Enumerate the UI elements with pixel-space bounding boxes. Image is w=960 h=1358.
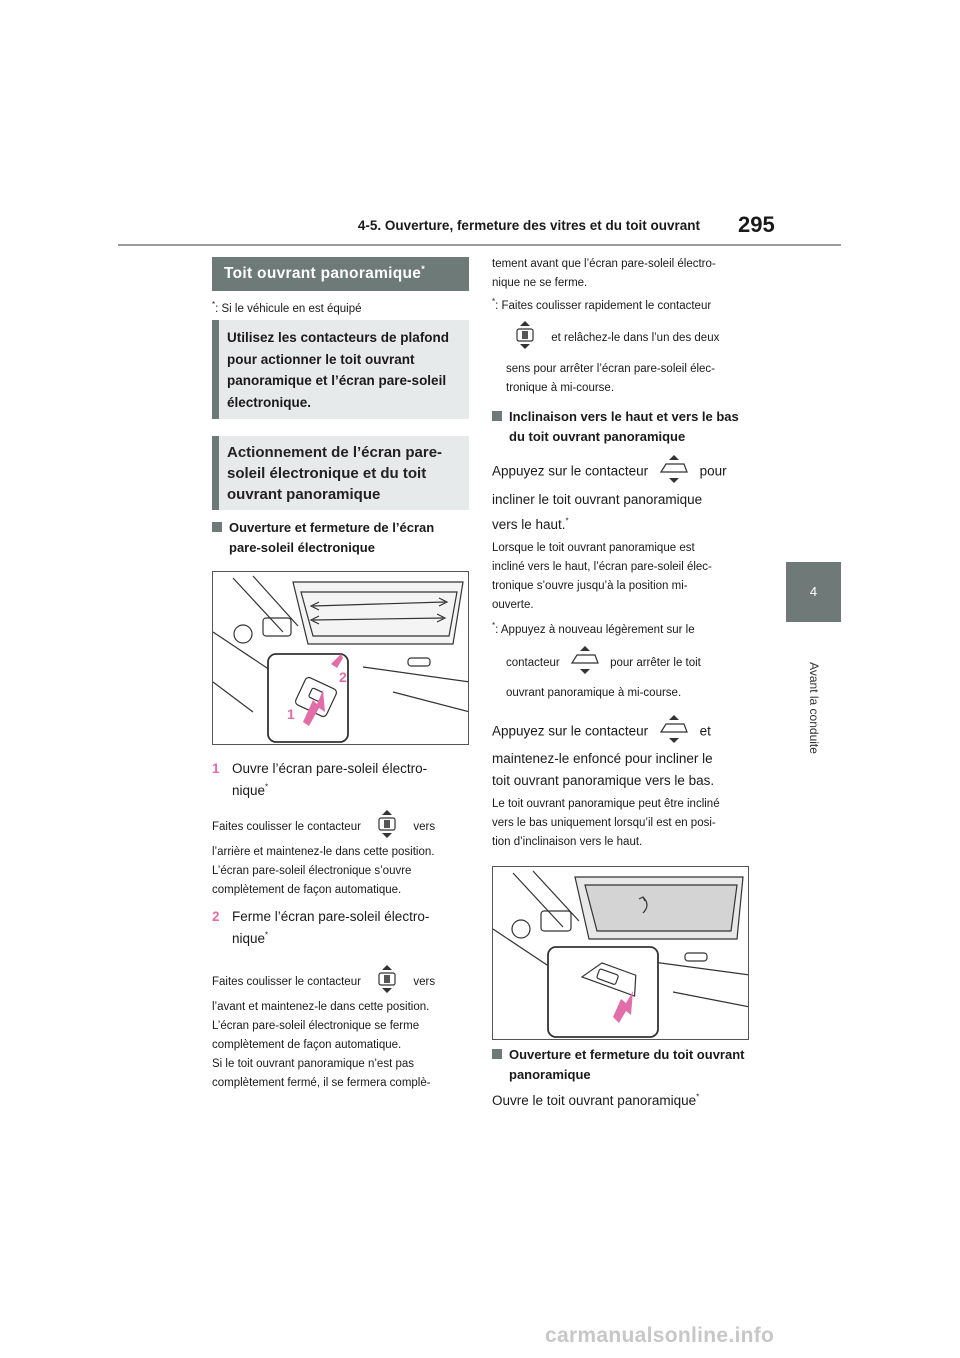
asterisk: * (492, 297, 496, 307)
step-1-desc-e: complètement de façon automatique. (212, 884, 402, 896)
intro-box: Utilisez les contacteurs de plafond pour actionner le toit ouvrant panoramique et l’écran pare-soleil électronique. (212, 320, 469, 419)
step-2-text: Ferme l’écran pare-soleil électro- (232, 909, 430, 924)
figure1-callout-2: 2 (339, 669, 347, 685)
p2-small-c: tion d’inclinaison vers le haut. (492, 836, 643, 848)
asterisk: * (492, 621, 496, 631)
step-2-desc-a: Faites coulisser le contacteur (212, 976, 361, 989)
tilt-switch-icon (656, 714, 692, 744)
step-1-desc-b: vers (413, 821, 436, 834)
step-1-desc-line1 (212, 815, 469, 839)
step-1-text-b: nique (232, 783, 266, 798)
watermark: carmanualsonline.info (545, 1324, 775, 1347)
asterisk: * (696, 1092, 700, 1102)
block-heading-tilt (492, 407, 752, 447)
chapter-label-text: Avant la conduite (806, 662, 821, 754)
square-bullet-icon (212, 522, 222, 532)
tilt-up-line1 (492, 460, 752, 484)
step-2-desc-line1 (212, 970, 469, 994)
p2-a: Appuyez sur le contacteur (492, 723, 649, 739)
note-2-c: pour arrêter le toit (610, 657, 701, 670)
note-1-a: : Faites coulisser rapidement le contacteur (495, 300, 712, 312)
note-1-d: tronique à mi-course. (506, 382, 615, 394)
step-1-number: 1 (212, 761, 220, 776)
tilt-illustration (493, 867, 749, 1040)
chapter-tab: 4 (786, 562, 841, 622)
slide-switch-icon (368, 964, 406, 994)
p2-c: maintenez-le enfoncé pour incliner le (492, 751, 713, 766)
square-bullet-icon (492, 411, 502, 421)
block-heading-shade (212, 518, 469, 558)
p2-small-b: vers le bas uniquement lorsqu’il est en posi- (492, 817, 716, 829)
figure1-callout-1: 1 (287, 706, 295, 722)
note-2-line2 (506, 651, 756, 675)
step-1-text: Ouvre l’écran pare-soleil électro- (232, 761, 428, 776)
section-heading (212, 257, 469, 291)
p1-small-b: incliné vers le haut, l’écran pare-soleil élec- (492, 561, 712, 573)
step-1-text-line2 (212, 780, 469, 802)
step-2-text-b: nique (232, 931, 266, 946)
figure-sunshade-switch (212, 571, 469, 745)
cont-b: nique ne se ferme. (492, 277, 588, 289)
tilt-switch-icon (567, 645, 603, 675)
note-1-c: sens pour arrêter l’écran pare-soleil élec- (506, 363, 716, 375)
step-2-desc-e: complètement de façon automatique. (212, 1039, 402, 1051)
slide-switch-icon (506, 320, 544, 350)
header-rule (118, 244, 841, 246)
chapter-tab-label (786, 628, 841, 788)
step-2-desc-c: l’avant et maintenez-le dans cette position. (212, 1001, 430, 1013)
note-2-line1 (492, 621, 752, 640)
continued-text (492, 255, 752, 293)
slide-switch-icon (368, 809, 406, 839)
p1-b: pour (699, 463, 727, 479)
p1-a: Appuyez sur le contacteur (492, 463, 649, 479)
step-2-desc-f: Si le toit ouvrant panoramique n’est pas (212, 1058, 415, 1070)
block3-heading-text: Ouverture et fermeture du toit ouvrant panoramique (509, 1047, 745, 1082)
p2-b: et (699, 723, 711, 739)
p1-small-c: tronique s’ouvre jusqu’à la position mi- (492, 580, 688, 592)
block2-heading-text: Inclinaison vers le haut et vers le bas du toit ouvrant panoramique (509, 409, 739, 444)
note-1-line2 (506, 326, 756, 350)
footnote-text: : Si le véhicule en est équipé (215, 303, 362, 315)
tilt-up-note (492, 539, 752, 615)
note-2-b: contacteur (506, 657, 560, 670)
asterisk: * (421, 263, 426, 274)
p2-small-a: Le toit ouvrant panoramique peut être incliné (492, 798, 720, 810)
running-header: 4-5. Ouverture, fermeture des vitres et du toit ouvrant (357, 218, 700, 233)
p1-small-a: Lorsque le toit ouvrant panoramique est (492, 542, 695, 554)
open-text (492, 1090, 752, 1112)
asterisk: * (265, 930, 269, 940)
step-2-number: 2 (212, 909, 220, 924)
square-bullet-icon (492, 1049, 502, 1059)
tilt-down-note (492, 795, 752, 852)
note-1-b: et relâchez-le dans l’un des deux (551, 332, 720, 345)
step-1-desc-a: Faites coulisser le contacteur (212, 821, 361, 834)
p1-c: incliner le toit ouvrant panoramique (492, 492, 703, 507)
tilt-up-rest (492, 489, 752, 536)
section-heading-text: Toit ouvrant panoramique (224, 265, 422, 282)
step-2-desc-g: complètement fermé, il se fermera complè- (212, 1077, 431, 1089)
p1-small-d: ouverte. (492, 599, 534, 611)
subsection-heading: Actionnement de l’écran pare-soleil électronique et du toit ouvrant panoramique (212, 436, 469, 510)
step-1-desc-c: l’arrière et maintenez-le dans cette position. (212, 846, 435, 858)
cont-a: tement avant que l’écran pare-soleil électro- (492, 258, 716, 270)
p2-d: toit ouvrant panoramique vers le bas. (492, 773, 715, 788)
step-1-desc-rest (212, 843, 469, 900)
block-heading-open (492, 1045, 752, 1085)
note-2-line3: ouvrant panoramique à mi-course. (506, 687, 682, 699)
p1-d: vers le haut. (492, 517, 566, 532)
note-2-a: : Appuyez à nouveau légèrement sur le (495, 624, 695, 636)
tilt-down-line1 (492, 720, 752, 744)
step-2-desc-d: L’écran pare-soleil électronique se ferme (212, 1020, 420, 1032)
page-number: 295 (738, 212, 775, 237)
asterisk: * (265, 782, 269, 792)
step-1 (212, 758, 469, 802)
p1-d-line (492, 514, 752, 536)
sunshade-illustration (213, 572, 469, 745)
asterisk: * (565, 516, 569, 526)
tilt-switch-icon (656, 454, 692, 484)
step-2-desc-b: vers (413, 976, 436, 989)
step-1-desc-d: L’écran pare-soleil électronique s’ouvre (212, 865, 412, 877)
footnote-equipped (212, 300, 469, 319)
tilt-down-rest (492, 748, 752, 792)
note-1-rest (506, 360, 756, 398)
note-1-line1 (492, 297, 752, 316)
step-2 (212, 906, 469, 950)
p3: Ouvre le toit ouvrant panoramique (492, 1093, 697, 1108)
figure-tilt-switch (492, 866, 749, 1040)
block-heading-text: Ouverture et fermeture de l’écran pare-soleil électronique (229, 520, 435, 555)
asterisk: * (212, 300, 216, 310)
step-2-desc-rest (212, 998, 469, 1093)
step-2-text-line2 (212, 928, 469, 950)
